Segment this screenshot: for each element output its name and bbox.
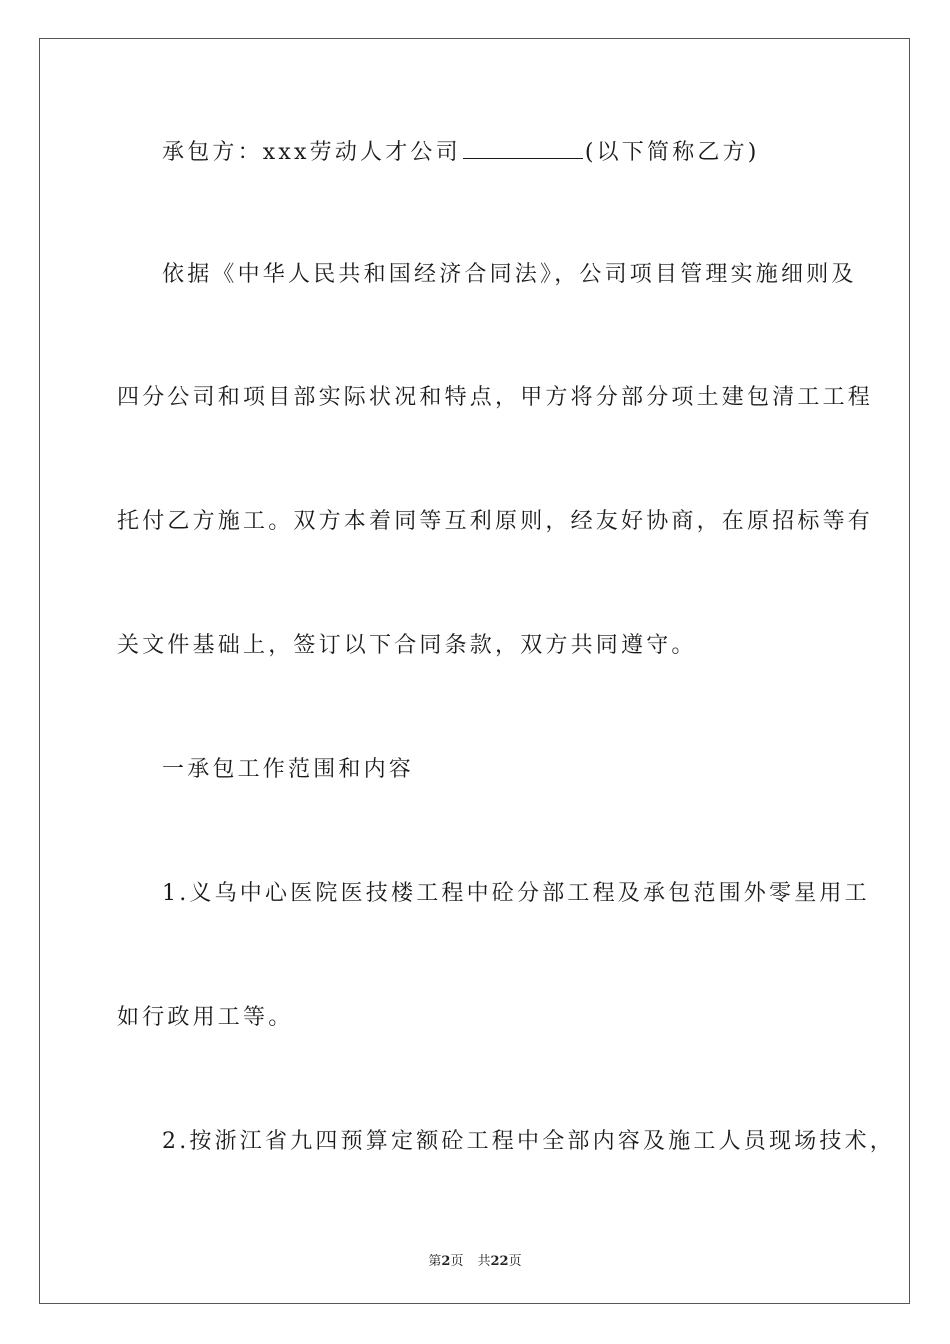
paragraph-line: 托付乙方施工。双方本着同等互利原则，经友好协商，在原招标等有	[117, 509, 874, 534]
footer-total-pages: 22	[490, 1254, 509, 1269]
contractor-label: 承包方：xxx劳动人才公司	[162, 140, 461, 165]
contractor-line	[162, 136, 760, 168]
footer-page-prefix: 第	[428, 1254, 442, 1269]
paragraph-line: 如行政用工等。	[117, 1005, 294, 1030]
contractor-note: (以下简称乙方)	[584, 140, 760, 165]
page-footer	[0, 1250, 950, 1269]
paragraph-line: 依据《中华人民共和国经济合同法》，公司项目管理实施细则及	[162, 262, 857, 287]
paragraph-line: 关文件基础上，签订以下合同条款，双方共同遵守。	[117, 633, 697, 658]
footer-page-suffix: 页	[450, 1254, 464, 1269]
list-item: 1.义乌中心医院医技楼工程中砼分部工程及承包范围外零星用工	[162, 881, 870, 906]
page-border	[39, 38, 910, 1304]
footer-page-number: 2	[441, 1254, 451, 1269]
contractor-blank-field[interactable]	[463, 136, 583, 159]
paragraph-line: 四分公司和项目部实际状况和特点，甲方将分部分项土建包清工工程	[117, 385, 874, 410]
list-item: 2.按浙江省九四预算定额砼工程中全部内容及施工人员现场技术，	[162, 1129, 895, 1154]
footer-total-prefix: 共	[477, 1254, 491, 1269]
section-heading: 一承包工作范围和内容	[162, 757, 415, 782]
footer-total-suffix: 页	[508, 1254, 522, 1269]
